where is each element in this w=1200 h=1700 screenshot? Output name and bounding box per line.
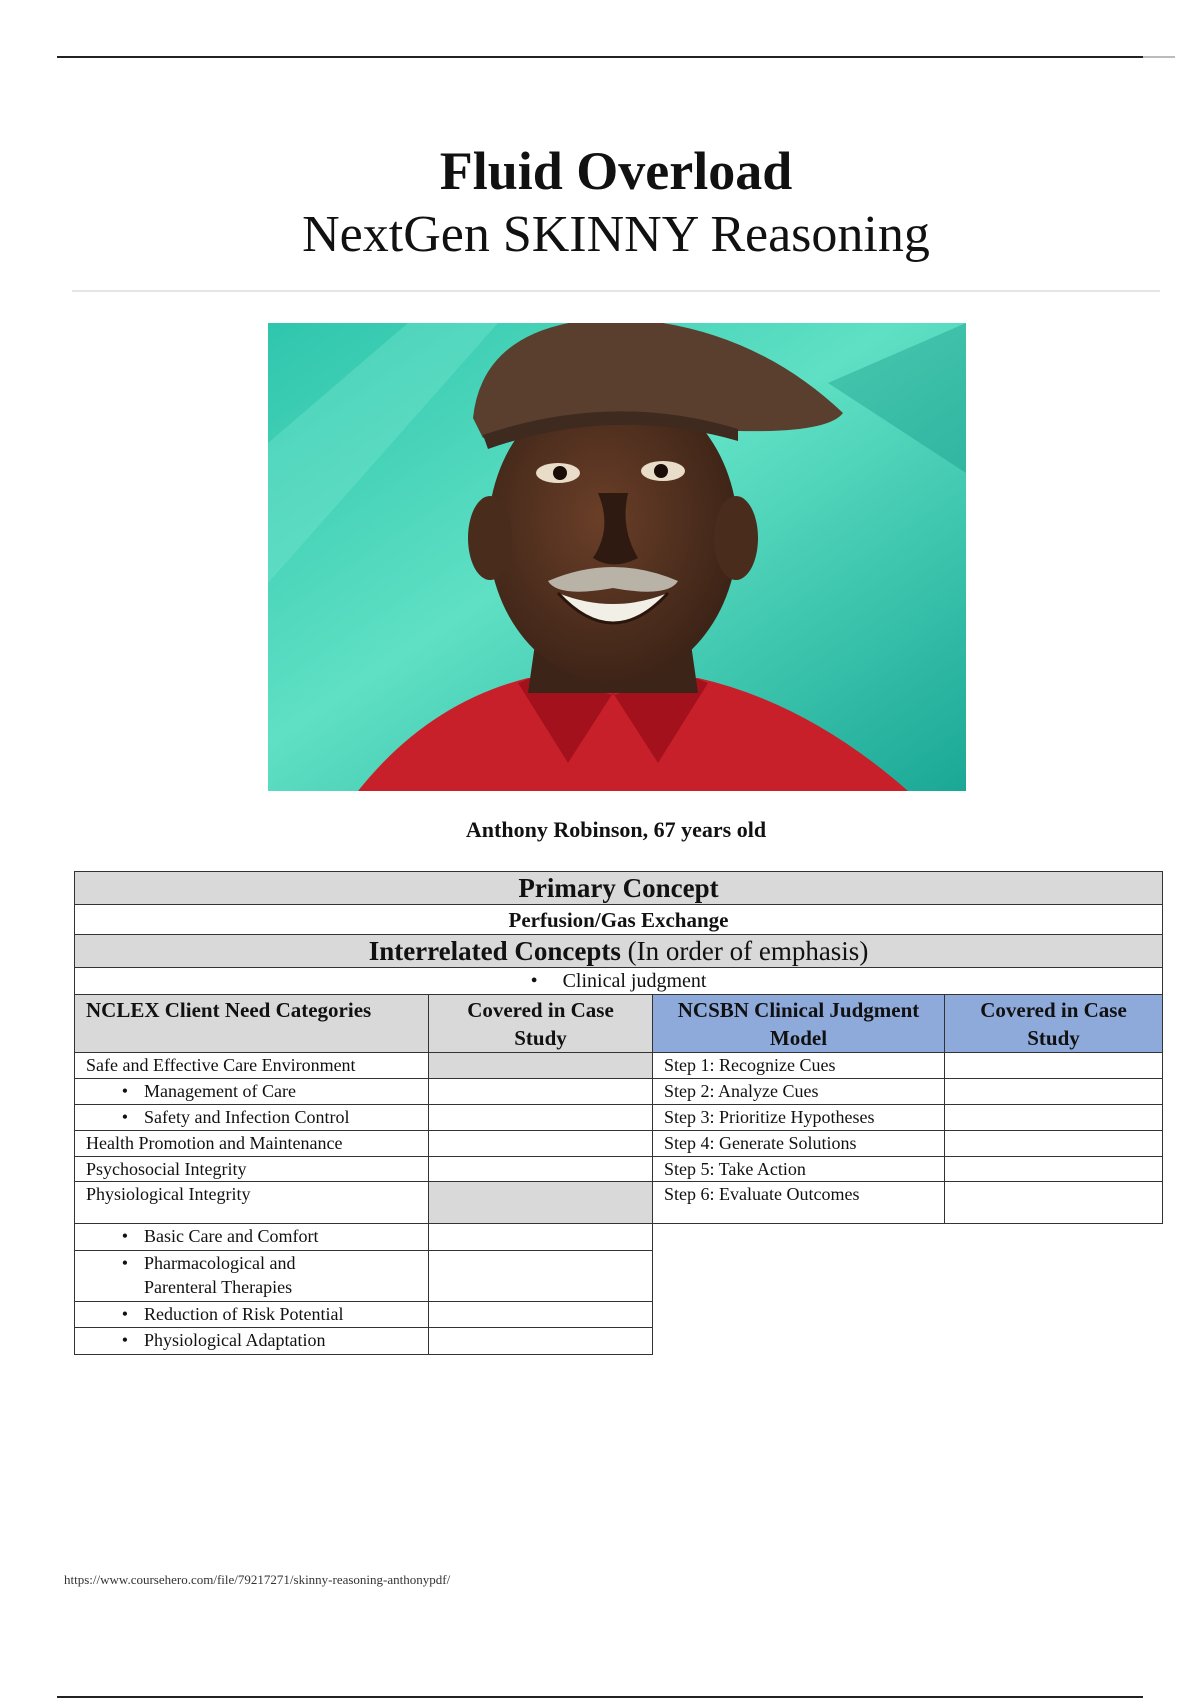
nclex-row: Physiological Integrity <box>75 1182 429 1224</box>
interrelated-item: Clinical judgment <box>562 970 707 992</box>
bottom-rule <box>57 1696 1143 1698</box>
col-header-covered-2: Covered in Case Study <box>945 995 1163 1053</box>
nclex-covered-cell <box>429 1105 653 1131</box>
ncsbn-step: Step 6: Evaluate Outcomes <box>653 1182 945 1224</box>
nclex-row: • Reduction of Risk Potential <box>75 1302 429 1328</box>
nclex-covered-cell <box>429 1224 653 1251</box>
ncsbn-covered-cell <box>945 1157 1163 1182</box>
patient-photo <box>268 323 966 791</box>
nclex-row: • Safety and Infection Control <box>75 1105 429 1131</box>
nclex-covered-cell <box>429 1157 653 1182</box>
col-header-ncsbn: NCSBN Clinical Judgment Model <box>653 995 945 1053</box>
nclex-row: Psychosocial Integrity <box>75 1157 429 1182</box>
interrelated-label: Interrelated Concepts <box>368 936 621 966</box>
ncsbn-step: Step 5: Take Action <box>653 1157 945 1182</box>
nclex-covered-cell <box>429 1053 653 1079</box>
bullet-icon: • <box>121 1226 128 1246</box>
nclex-covered-cell <box>429 1182 653 1224</box>
ncsbn-step: Step 4: Generate Solutions <box>653 1131 945 1157</box>
ncsbn-step: Step 3: Prioritize Hypotheses <box>653 1105 945 1131</box>
bullet-icon: • <box>121 1081 128 1101</box>
primary-concept-value: Perfusion/Gas Exchange <box>75 905 1163 935</box>
interrelated-note: (In order of emphasis) <box>627 936 869 966</box>
ncsbn-covered-cell <box>945 1131 1163 1157</box>
nclex-row: • Basic Care and Comfort <box>75 1224 429 1251</box>
nclex-row: Health Promotion and Maintenance <box>75 1131 429 1157</box>
ncsbn-covered-cell <box>945 1079 1163 1105</box>
bullet-icon: • <box>121 1107 128 1127</box>
ncsbn-step: Step 1: Recognize Cues <box>653 1053 945 1079</box>
nclex-covered-cell <box>429 1328 653 1355</box>
col-header-nclex: NCLEX Client Need Categories <box>75 995 429 1053</box>
top-rule <box>57 56 1143 58</box>
ncsbn-step: Step 2: Analyze Cues <box>653 1079 945 1105</box>
ncsbn-covered-cell <box>945 1105 1163 1131</box>
col-header-covered-1: Covered in Case Study <box>429 995 653 1053</box>
nclex-row: • Physiological Adaptation <box>75 1328 429 1355</box>
ncsbn-covered-cell <box>945 1182 1163 1224</box>
interrelated-concepts-header <box>75 935 1163 968</box>
nclex-covered-cell <box>429 1079 653 1105</box>
primary-concept-label: Primary Concept <box>75 872 1163 905</box>
title-divider <box>72 290 1160 292</box>
bullet-icon: • <box>530 970 563 992</box>
bullet-icon: • <box>121 1330 128 1350</box>
concepts-table <box>74 871 1163 1355</box>
nclex-row: • Management of Care <box>75 1079 429 1105</box>
bullet-icon: • <box>121 1304 128 1324</box>
ncsbn-covered-cell <box>945 1053 1163 1079</box>
nclex-covered-cell <box>429 1131 653 1157</box>
source-url[interactable]: https://www.coursehero.com/file/79217271/skinny-reasoning-anthonypdf/ <box>64 1572 451 1587</box>
top-rule-edge <box>1143 56 1175 58</box>
document-subtitle: NextGen SKINNY Reasoning <box>302 206 930 263</box>
nclex-covered-cell <box>429 1302 653 1328</box>
nclex-row: • Pharmacological and Parenteral Therapies <box>75 1251 429 1302</box>
interrelated-item-row <box>75 968 1163 995</box>
nclex-row: Safe and Effective Care Environment <box>75 1053 429 1079</box>
document-title: Fluid Overload <box>439 141 793 201</box>
photo-caption: Anthony Robinson, 67 years old <box>465 817 767 842</box>
bullet-icon: • <box>121 1253 128 1273</box>
nclex-covered-cell <box>429 1251 653 1302</box>
